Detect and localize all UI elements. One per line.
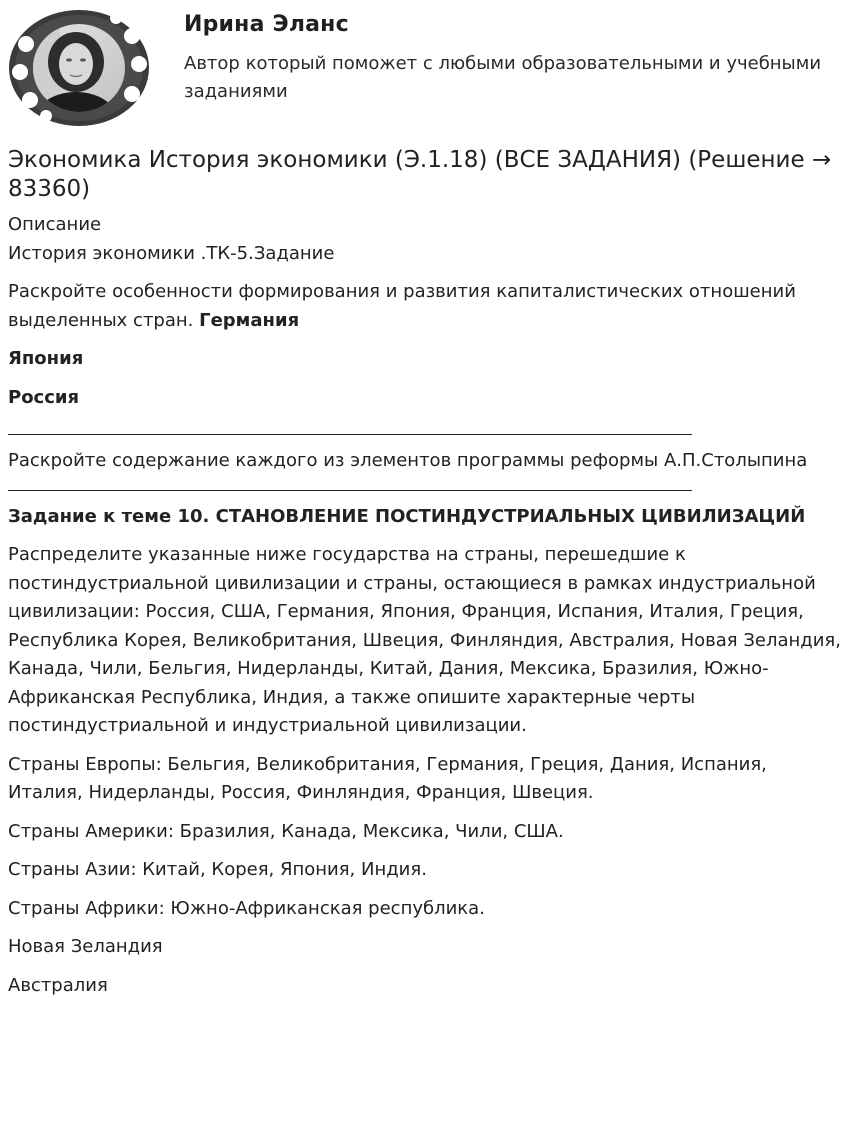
page-title: Экономика История экономики (Э.1.18) (ВСЕ ЗАДАНИЯ) (Решение → 83360) — [8, 147, 832, 202]
africa-countries: Страны Африки: Южно-Африканская республика. — [8, 897, 485, 919]
task1-text: Раскройте особенности формирования и развития капиталистических отношений выделенных стран. — [8, 281, 796, 331]
document-body — [8, 146, 842, 1010]
author-avatar[interactable] — [6, 6, 152, 126]
document-subtitle: История экономики .ТК-5.Задание — [8, 242, 335, 264]
author-name[interactable]: Ирина Эланс — [184, 12, 349, 37]
task1-country-japan: Япония — [8, 348, 84, 369]
divider — [8, 490, 692, 491]
divider — [8, 434, 692, 435]
task1-paragraph — [8, 278, 842, 335]
task3-heading: Задание к теме 10. СТАНОВЛЕНИЕ ПОСТИНДУСТРИАЛЬНЫХ ЦИВИЛИЗАЦИЙ — [8, 505, 806, 527]
america-countries: Страны Америки: Бразилия, Канада, Мексика, Чили, США. — [8, 820, 564, 842]
description-label: Описание — [8, 214, 102, 235]
author-description: Автор который поможет с любыми образовательными и учебными заданиями — [184, 53, 822, 102]
new-zealand-line: Новая Зеландия — [8, 936, 163, 957]
task2-paragraph: Раскройте содержание каждого из элементов программы реформы А.П.Столыпина — [8, 450, 808, 471]
asia-countries: Страны Азии: Китай, Корея, Япония, Индия. — [8, 859, 427, 880]
task3-paragraph: Распределите указанные ниже государства на страны, перешедшие к постиндустриальной цивилизации и страны, остающиеся в рамках индустриальной цивилизации: Россия, США, Германия, Япония, Франция, Испания, Италия, Греция, Республика Корея, Великобритания, Швеция, Финляндия, Австралия, Новая Зеландия, Канада, Чили, Бельгия, Нидерланды, Китай, Дания, Мексика, Бразилия, Южно-Африканская Республика, Индия, а также опишите характерные черты постиндустриальной и индустриальной цивилизации. — [8, 544, 841, 736]
australia-line: Австралия — [8, 974, 108, 996]
author-header — [0, 0, 847, 140]
task1-country-germany: Германия — [199, 309, 300, 331]
europe-countries: Страны Европы: Бельгия, Великобритания, Германия, Греция, Дания, Испания, Италия, Нидерланды, Россия, Финляндия, Франция, Швеция. — [8, 753, 767, 803]
task1-country-russia: Россия — [8, 386, 80, 408]
